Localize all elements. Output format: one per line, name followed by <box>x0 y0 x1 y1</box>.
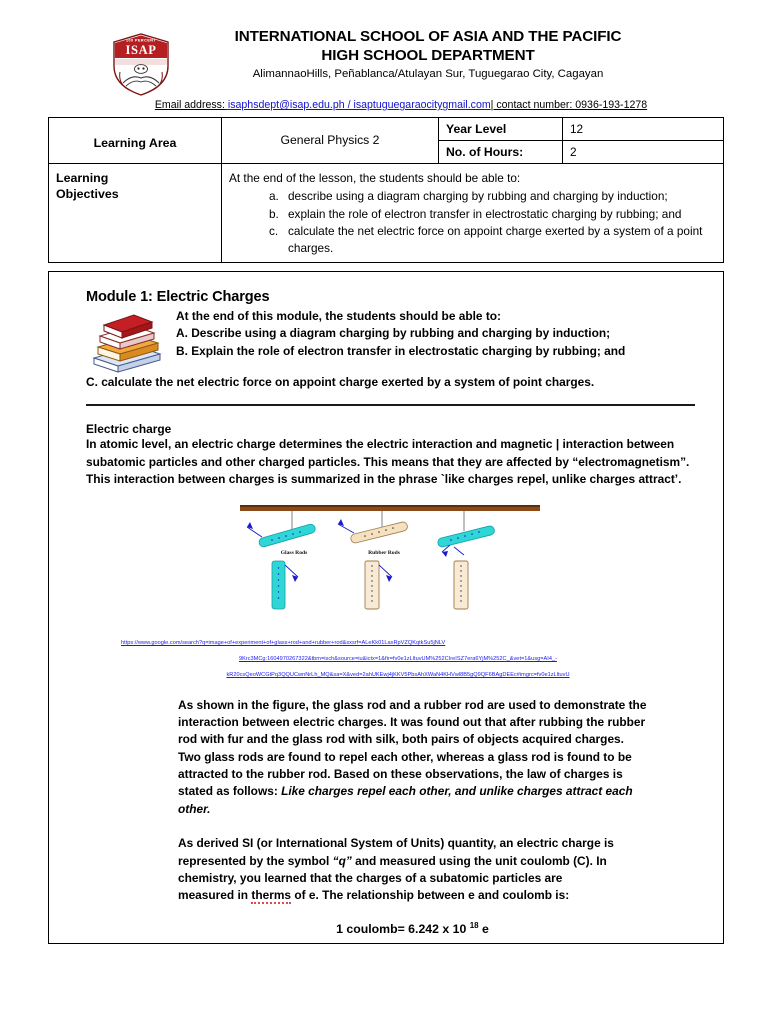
ec-part1: In atomic level, an electric charge determines the electric interaction and magnetic | interaction between subatomic particles and other charged particles. This means that they are affected by “ <box>86 437 675 469</box>
list-item <box>269 206 716 223</box>
svg-text:Glass Rods: Glass Rods <box>280 549 307 556</box>
table-row-learning-area <box>49 118 724 141</box>
year-level-label: Year Level <box>439 118 563 141</box>
bp2-part-a: As derived <box>178 836 243 851</box>
list-text: explain the role of electron transfer in electrostatic charging by rubbing; and <box>288 206 682 221</box>
bp2-symbol-q: “q” <box>332 853 352 868</box>
learning-area-value: General Physics 2 <box>222 118 439 164</box>
hours-value: 2 <box>563 141 724 164</box>
svg-text:ISAP: ISAP <box>125 43 157 57</box>
content-frame <box>48 271 724 944</box>
electric-charge-heading: Electric charge <box>86 422 172 437</box>
coulomb-formula <box>86 921 693 936</box>
bp2-part-c: and measured using the unit coulomb (C). In chemistry, you learned that the charges of a subatomic particles are measured in <box>178 853 607 903</box>
list-item <box>269 223 716 257</box>
ec-bold-term: electromagnetism <box>578 454 681 469</box>
school-name: INTERNATIONAL SCHOOL OF ASIA AND THE PACIFIC <box>234 28 622 45</box>
list-marker: b. <box>269 206 279 221</box>
module-row <box>86 307 695 374</box>
body-paragraph-2 <box>86 835 693 905</box>
module-title: Module 1: Electric Charges <box>86 289 270 305</box>
bp2-part-b: (or International System of Units) quantity, an electric charge is represented by the symbol <box>178 836 614 868</box>
objectives-label-line1: Learning <box>56 171 109 185</box>
objectives-intro: At the end of the lesson, the students should be able to: <box>229 171 521 185</box>
bp2-spellcheck-word: therms <box>251 888 292 903</box>
department-name: HIGH SCHOOL DEPARTMENT <box>321 46 535 64</box>
list-item <box>269 188 716 205</box>
list-marker: a. <box>269 188 279 203</box>
electric-charge-paragraph <box>86 436 693 489</box>
source-url-line-2[interactable]: 9Krc3MCg:1604970267322&tbm=isch&source=iu&ictx=1&fir=fv0e1zLltuvUM%252CIreISZ7era6YjM%252C_&vet=1&usg=AI4_- <box>238 656 558 663</box>
hours-label: No. of Hours: <box>439 141 563 164</box>
module-item-a: A. Describe using a diagram charging by rubbing and charging by induction; <box>176 326 611 341</box>
rods-experiment-figure <box>232 505 548 625</box>
module-block <box>49 271 725 406</box>
bp2-part-d: of e. The relationship between e and coulomb is: <box>291 888 570 903</box>
module-item-b: B. Explain the role of electron transfer in electrostatic charging by rubbing; and <box>176 343 626 358</box>
objectives-label-line2: Objectives <box>56 187 119 202</box>
lesson-info-table <box>48 117 724 263</box>
header-inner <box>0 26 768 98</box>
contact-number: | contact number: 0936-193-1278 <box>490 99 648 111</box>
books-icon <box>88 308 166 374</box>
learning-area-label: Learning Area <box>49 118 222 164</box>
header-titles <box>178 28 768 83</box>
document-header <box>0 0 768 111</box>
email-contact-line <box>0 99 768 111</box>
content-body <box>49 271 725 936</box>
svg-text:100 PERCENT: 100 PERCENT <box>125 37 157 43</box>
source-url-line-1[interactable]: https://www.google.com/search?q=image+of+experiment+of+glass+rod+and+rubber+rod&sxsrf=ALeKk01LaxRpVZQKqtkSu5jNLV <box>121 639 446 646</box>
svg-text:Rubber Rods: Rubber Rods <box>367 549 400 556</box>
table-row-objectives <box>49 164 724 263</box>
bp1-italic-law: Like charges repel each other, and unlike charges attract each other. <box>178 784 633 816</box>
formula-body: coulomb= 6.242 x 10 <box>342 921 470 936</box>
ec-part2: ”. This interaction between charges is summarized in the phrase `like charges repel, unlike charges attract’. <box>86 454 690 487</box>
section-divider <box>86 404 695 406</box>
formula-number: 1 <box>336 921 343 936</box>
objectives-label <box>49 164 222 263</box>
school-address: AlimannaoHills, Peñablanca/Atulayan Sur, Tuguegarao City, Cagayan <box>252 67 604 80</box>
objectives-list <box>229 188 716 257</box>
source-url-line-3[interactable]: kR20csQeoWCGtPq3QQUCwnNrLh_MQ&sa=X&ved=2ahUKEwj4jKKV5PbsAhXWaN4KHVwl8B5gQ9QF6BAgDEEc#imgrc=fv0e1zLltuvU <box>226 672 570 679</box>
source-url-block <box>86 635 693 684</box>
email-links[interactable]: isaphsdept@isap.edu.ph / isaptuguegaraocitygmail.com <box>224 99 491 111</box>
year-level-value: 12 <box>563 118 724 141</box>
body-paragraph-1 <box>86 697 693 819</box>
module-item-c: C. calculate the net electric force on appoint charge exerted by a system of point charges. <box>86 375 595 389</box>
email-label: Email address: <box>154 99 225 111</box>
bp1-part-a: As shown in the figure, the glass rod and a rubber rod are used to demonstrate the interaction between electric charges. It was found out that after rubbing the rubber rod with fur and the glass rod with silk, both pairs of objects acquired charges. Two glass rods are found to repel each other, whereas a glass rod is found to be attracted to the rubber rod. Based on these observations, the law of charges is stated as follows <box>178 697 647 799</box>
formula-exponent: 18 <box>469 920 479 930</box>
electric-charge-section <box>49 422 725 935</box>
list-text: describe using a diagram charging by rubbing and charging by induction; <box>288 188 668 203</box>
isap-logo <box>104 28 178 98</box>
bp1-part-b: : <box>273 784 282 799</box>
module-objectives <box>166 307 695 360</box>
module-intro: At the end of this module, the students should be able to: <box>176 309 502 323</box>
list-marker: c. <box>269 224 279 239</box>
formula-tail: e <box>478 921 489 936</box>
bp2-si: SI <box>242 836 254 851</box>
list-text: calculate the net electric force on appoint charge exerted by a system of a point charges. <box>288 224 703 255</box>
objectives-body <box>222 164 724 263</box>
figure-wrap <box>86 505 693 625</box>
